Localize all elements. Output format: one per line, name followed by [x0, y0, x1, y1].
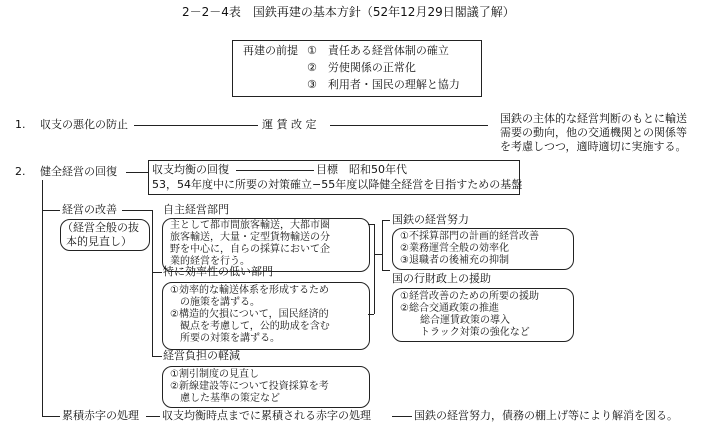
deficit-label: 累積赤字の処理 — [62, 409, 139, 422]
low-label: 特に効率性の低い部門 — [163, 265, 273, 278]
tree-line — [382, 220, 383, 270]
section1-note: 国鉄の主体的な経営判断のもとに輸送 — [500, 112, 687, 125]
effort-label: 国鉄の経営努力 — [392, 213, 469, 226]
section2-number: 2. — [15, 165, 26, 178]
burden-text: 慮した基準の策定など — [180, 393, 280, 404]
improve-sub: 本的見直し） — [66, 235, 132, 248]
connector-line — [146, 416, 160, 417]
section1-note: 需要の動向，他の交通機関との関係等 — [500, 126, 687, 139]
self-text: 旅客輸送，大量・定型貨物輸送の分 — [170, 232, 330, 243]
section1-note: を考慮しつつ，適時適切に実施する。 — [500, 140, 687, 153]
connector-line — [122, 210, 152, 211]
connector-line — [330, 125, 488, 126]
section2-label: 健全経営の回復 — [40, 165, 117, 178]
section1-middle: 運 賃 改 定 — [262, 118, 317, 131]
bracket-line — [374, 224, 375, 314]
deficit-result: 国鉄の経営努力，債務の棚上げ等により解消を図る。 — [414, 409, 678, 422]
gov-text: トラック対策の強化など — [420, 327, 530, 338]
self-text: 業的経営を行う。 — [170, 256, 250, 267]
self-label: 自主経営部門 — [163, 203, 229, 216]
section1-label: 収支の悪化の防止 — [40, 118, 128, 131]
bracket-line — [368, 224, 374, 225]
premise-label: 再建の前提 — [243, 44, 298, 57]
improve-label: 経営の改善 — [62, 203, 117, 216]
tree-line — [382, 270, 390, 271]
premise-item: ② 労使関係の正常化 — [307, 61, 416, 74]
connector-line — [392, 416, 412, 417]
effort-text: ①不採算部門の計画的経営改善 — [400, 231, 539, 242]
section1-number: 1. — [15, 118, 26, 131]
effort-text: ②業務運営全般の効率化 — [400, 243, 509, 254]
low-text: 観点を考慮して，公的助成を含む — [180, 321, 330, 332]
gov-text: ②総合交通政策の推進 — [400, 303, 499, 314]
page-title: 2－2－4表 国鉄再建の基本方針（52年12月29日閣議了解） — [182, 5, 515, 19]
tree-line — [152, 272, 162, 273]
tree-line — [152, 356, 162, 357]
target-goal: 目標 昭和50年代 — [316, 163, 407, 176]
low-text: の施策を講ずる。 — [180, 297, 260, 308]
improve-sub: （経営全般の抜 — [62, 221, 139, 234]
burden-text: ②新線建設等について投資採算を考 — [170, 381, 329, 392]
connector-line — [126, 172, 148, 173]
connector-line — [236, 170, 314, 171]
connector-line — [134, 125, 258, 126]
tree-line — [42, 180, 43, 416]
self-text: 主として都市間旅客輸送，大都市圏 — [170, 220, 330, 231]
tree-line — [42, 210, 60, 211]
bracket-line — [368, 314, 374, 315]
target-label: 収支均衡の回復 — [152, 163, 229, 176]
bracket-line — [374, 254, 382, 255]
low-text: ②構造的欠損について，国民経済的 — [170, 309, 329, 320]
tree-line — [42, 416, 60, 417]
tree-line — [152, 210, 153, 356]
low-text: 所要の対策を講ずる。 — [180, 333, 280, 344]
low-text: ①効率的な輸送体系を形成するため — [170, 285, 329, 296]
effort-text: ③退職者の後補充の抑制 — [400, 255, 509, 266]
premise-item: ③ 利用者・国民の理解と協力 — [307, 78, 460, 91]
premise-item: ① 責任ある経営体制の確立 — [307, 44, 449, 57]
gov-text: 総合運賃政策の導入 — [420, 315, 510, 326]
target-line2: 53，54年度中に所要の対策確立−55年度以降健全経営を目指すための基盤 — [152, 178, 523, 191]
gov-label: 国の行財政上の援助 — [392, 272, 491, 285]
deficit-middle: 収支均衡時点までに累積される赤字の処理 — [162, 409, 371, 422]
burden-text: ①割引制度の見直し — [170, 369, 259, 380]
tree-line — [382, 220, 390, 221]
self-text: 野を中心に，自らの採算において企 — [170, 244, 330, 255]
gov-text: ①経営改善のための所要の援助 — [400, 291, 539, 302]
burden-label: 経営負担の軽減 — [163, 349, 240, 362]
